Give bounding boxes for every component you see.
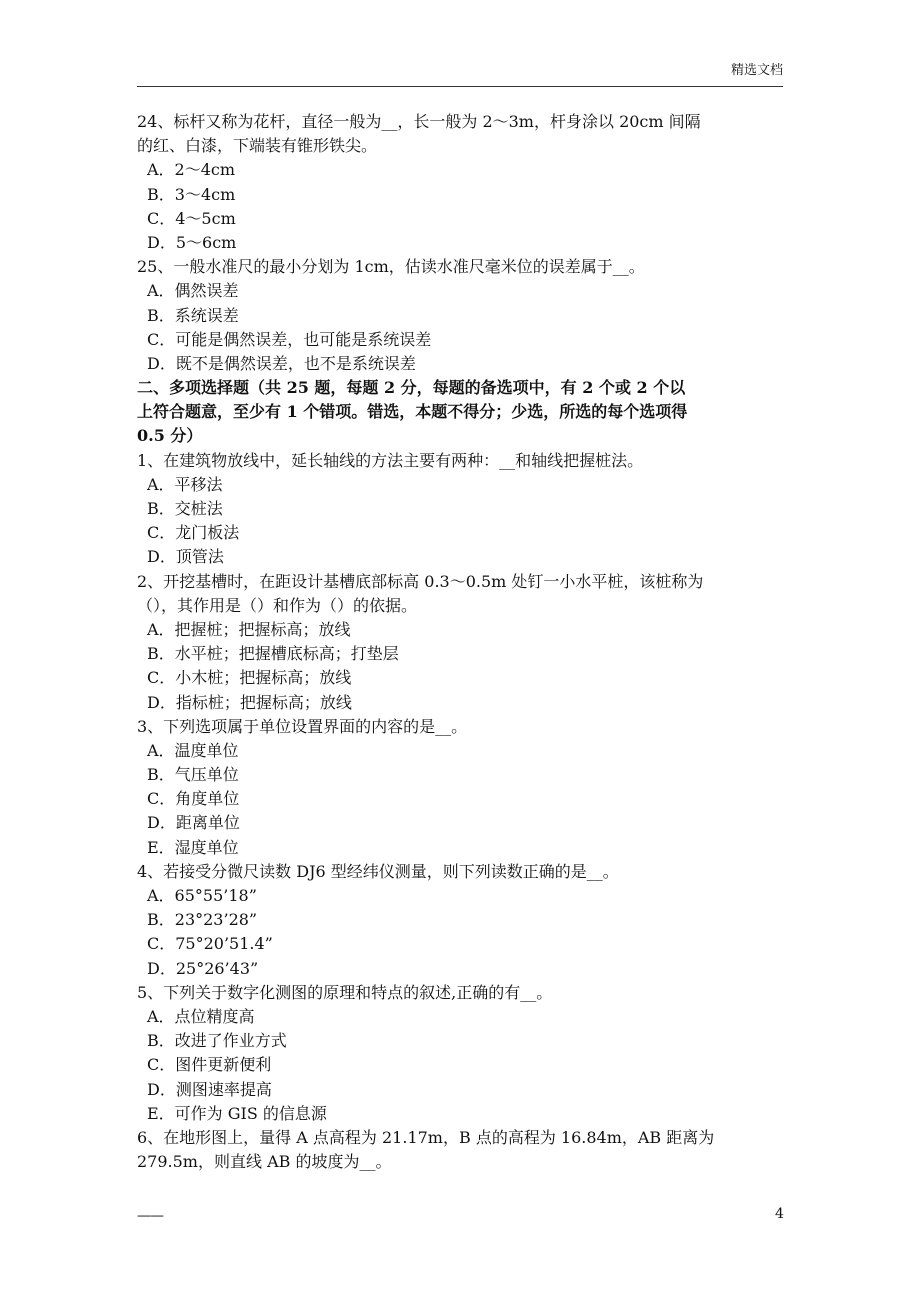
answer-option: B．水平桩；把握槽底标高；打垫层 bbox=[147, 644, 399, 664]
answer-option: E．湿度单位 bbox=[147, 837, 239, 857]
question-line: 5、下列关于数字化测图的原理和特点的叙述,正确的有__。 bbox=[137, 982, 553, 1002]
answer-option: C．小木桩；把握标高；放线 bbox=[147, 668, 352, 688]
answer-option: A．偶然误差 bbox=[147, 281, 239, 301]
answer-option: B．系统误差 bbox=[147, 305, 239, 325]
section-heading-line: 二、多项选择题（共 25 题，每题 2 分，每题的备选项中，有 2 个或 2 个以 bbox=[137, 378, 686, 398]
answer-option: E．可作为 GIS 的信息源 bbox=[147, 1103, 327, 1123]
answer-option: A．把握桩；把握标高；放线 bbox=[147, 619, 351, 639]
page-number: 4 bbox=[775, 1206, 784, 1222]
document-body bbox=[137, 110, 787, 1174]
answer-option: C．图件更新便利 bbox=[147, 1055, 272, 1075]
answer-option: D．25°26’43” bbox=[147, 958, 259, 978]
answer-option: C．角度单位 bbox=[147, 789, 240, 809]
answer-option: D．测图速率提高 bbox=[147, 1079, 272, 1099]
question-line: 24、标杆又称为花杆，直径一般为__，长一般为 2～3m，杆身涂以 20cm 间隔 bbox=[137, 112, 701, 131]
answer-option: B．3～4cm bbox=[147, 184, 236, 204]
answer-option: D．顶管法 bbox=[147, 547, 224, 567]
answer-option: B．改进了作业方式 bbox=[147, 1031, 287, 1051]
answer-option: D．指标桩；把握标高；放线 bbox=[147, 692, 352, 712]
question-line: （），其作用是（）和作为（）的依据。 bbox=[137, 595, 418, 615]
section-heading-line: 上符合题意，至少有 1 个错项。错选，本题不得分；少选，所选的每个选项得 bbox=[137, 402, 688, 422]
question-line: 4、若接受分微尺读数 DJ6 型经纬仪测量，则下列读数正确的是__。 bbox=[137, 861, 619, 881]
answer-option: A．点位精度高 bbox=[147, 1006, 255, 1026]
answer-option: D．5～6cm bbox=[147, 232, 237, 252]
question-line: 1、在建筑物放线中，延长轴线的方法主要有两种：__和轴线把握桩法。 bbox=[137, 450, 644, 470]
question-line: 的红、白漆，下端装有锥形铁尖。 bbox=[137, 136, 378, 156]
question-line: 2、开挖基槽时，在距设计基槽底部标高 0.3～0.5m 处钉一小水平桩，该桩称为 bbox=[137, 571, 704, 591]
answer-option: C．龙门板法 bbox=[147, 523, 240, 543]
answer-option: B．气压单位 bbox=[147, 765, 239, 785]
question-line: 3、下列选项属于单位设置界面的内容的是__。 bbox=[137, 716, 468, 736]
page-header bbox=[137, 62, 783, 87]
answer-option: D．既不是偶然误差，也不是系统误差 bbox=[147, 353, 416, 373]
section-heading-line: 0.5 分） bbox=[137, 426, 203, 446]
question-line: 6、在地形图上，量得 A 点高程为 21.17m，B 点的高程为 16.84m，AB 距离为 bbox=[137, 1127, 715, 1147]
answer-option: A．65°55’18” bbox=[147, 886, 257, 905]
footer-dash: —— bbox=[137, 1208, 163, 1224]
answer-option: A．2～4cm bbox=[147, 160, 236, 180]
answer-option: C．75°20’51.4” bbox=[147, 934, 273, 954]
answer-option: C．4～5cm bbox=[147, 208, 236, 228]
answer-option: C．可能是偶然误差，也可能是系统误差 bbox=[147, 329, 432, 349]
answer-option: D．距离单位 bbox=[147, 813, 240, 833]
answer-option: B．交桩法 bbox=[147, 499, 223, 518]
answer-option: A．温度单位 bbox=[147, 740, 239, 760]
answer-option: A．平移法 bbox=[147, 474, 223, 494]
answer-option: B．23°23’28” bbox=[147, 910, 258, 930]
question-line: 279.5m，则直线 AB 的坡度为__。 bbox=[137, 1152, 392, 1172]
question-line: 25、一般水准尺的最小分划为 1cm，估读水准尺毫米位的误差属于__。 bbox=[137, 257, 645, 277]
header-text: 精选文档 bbox=[730, 63, 783, 78]
